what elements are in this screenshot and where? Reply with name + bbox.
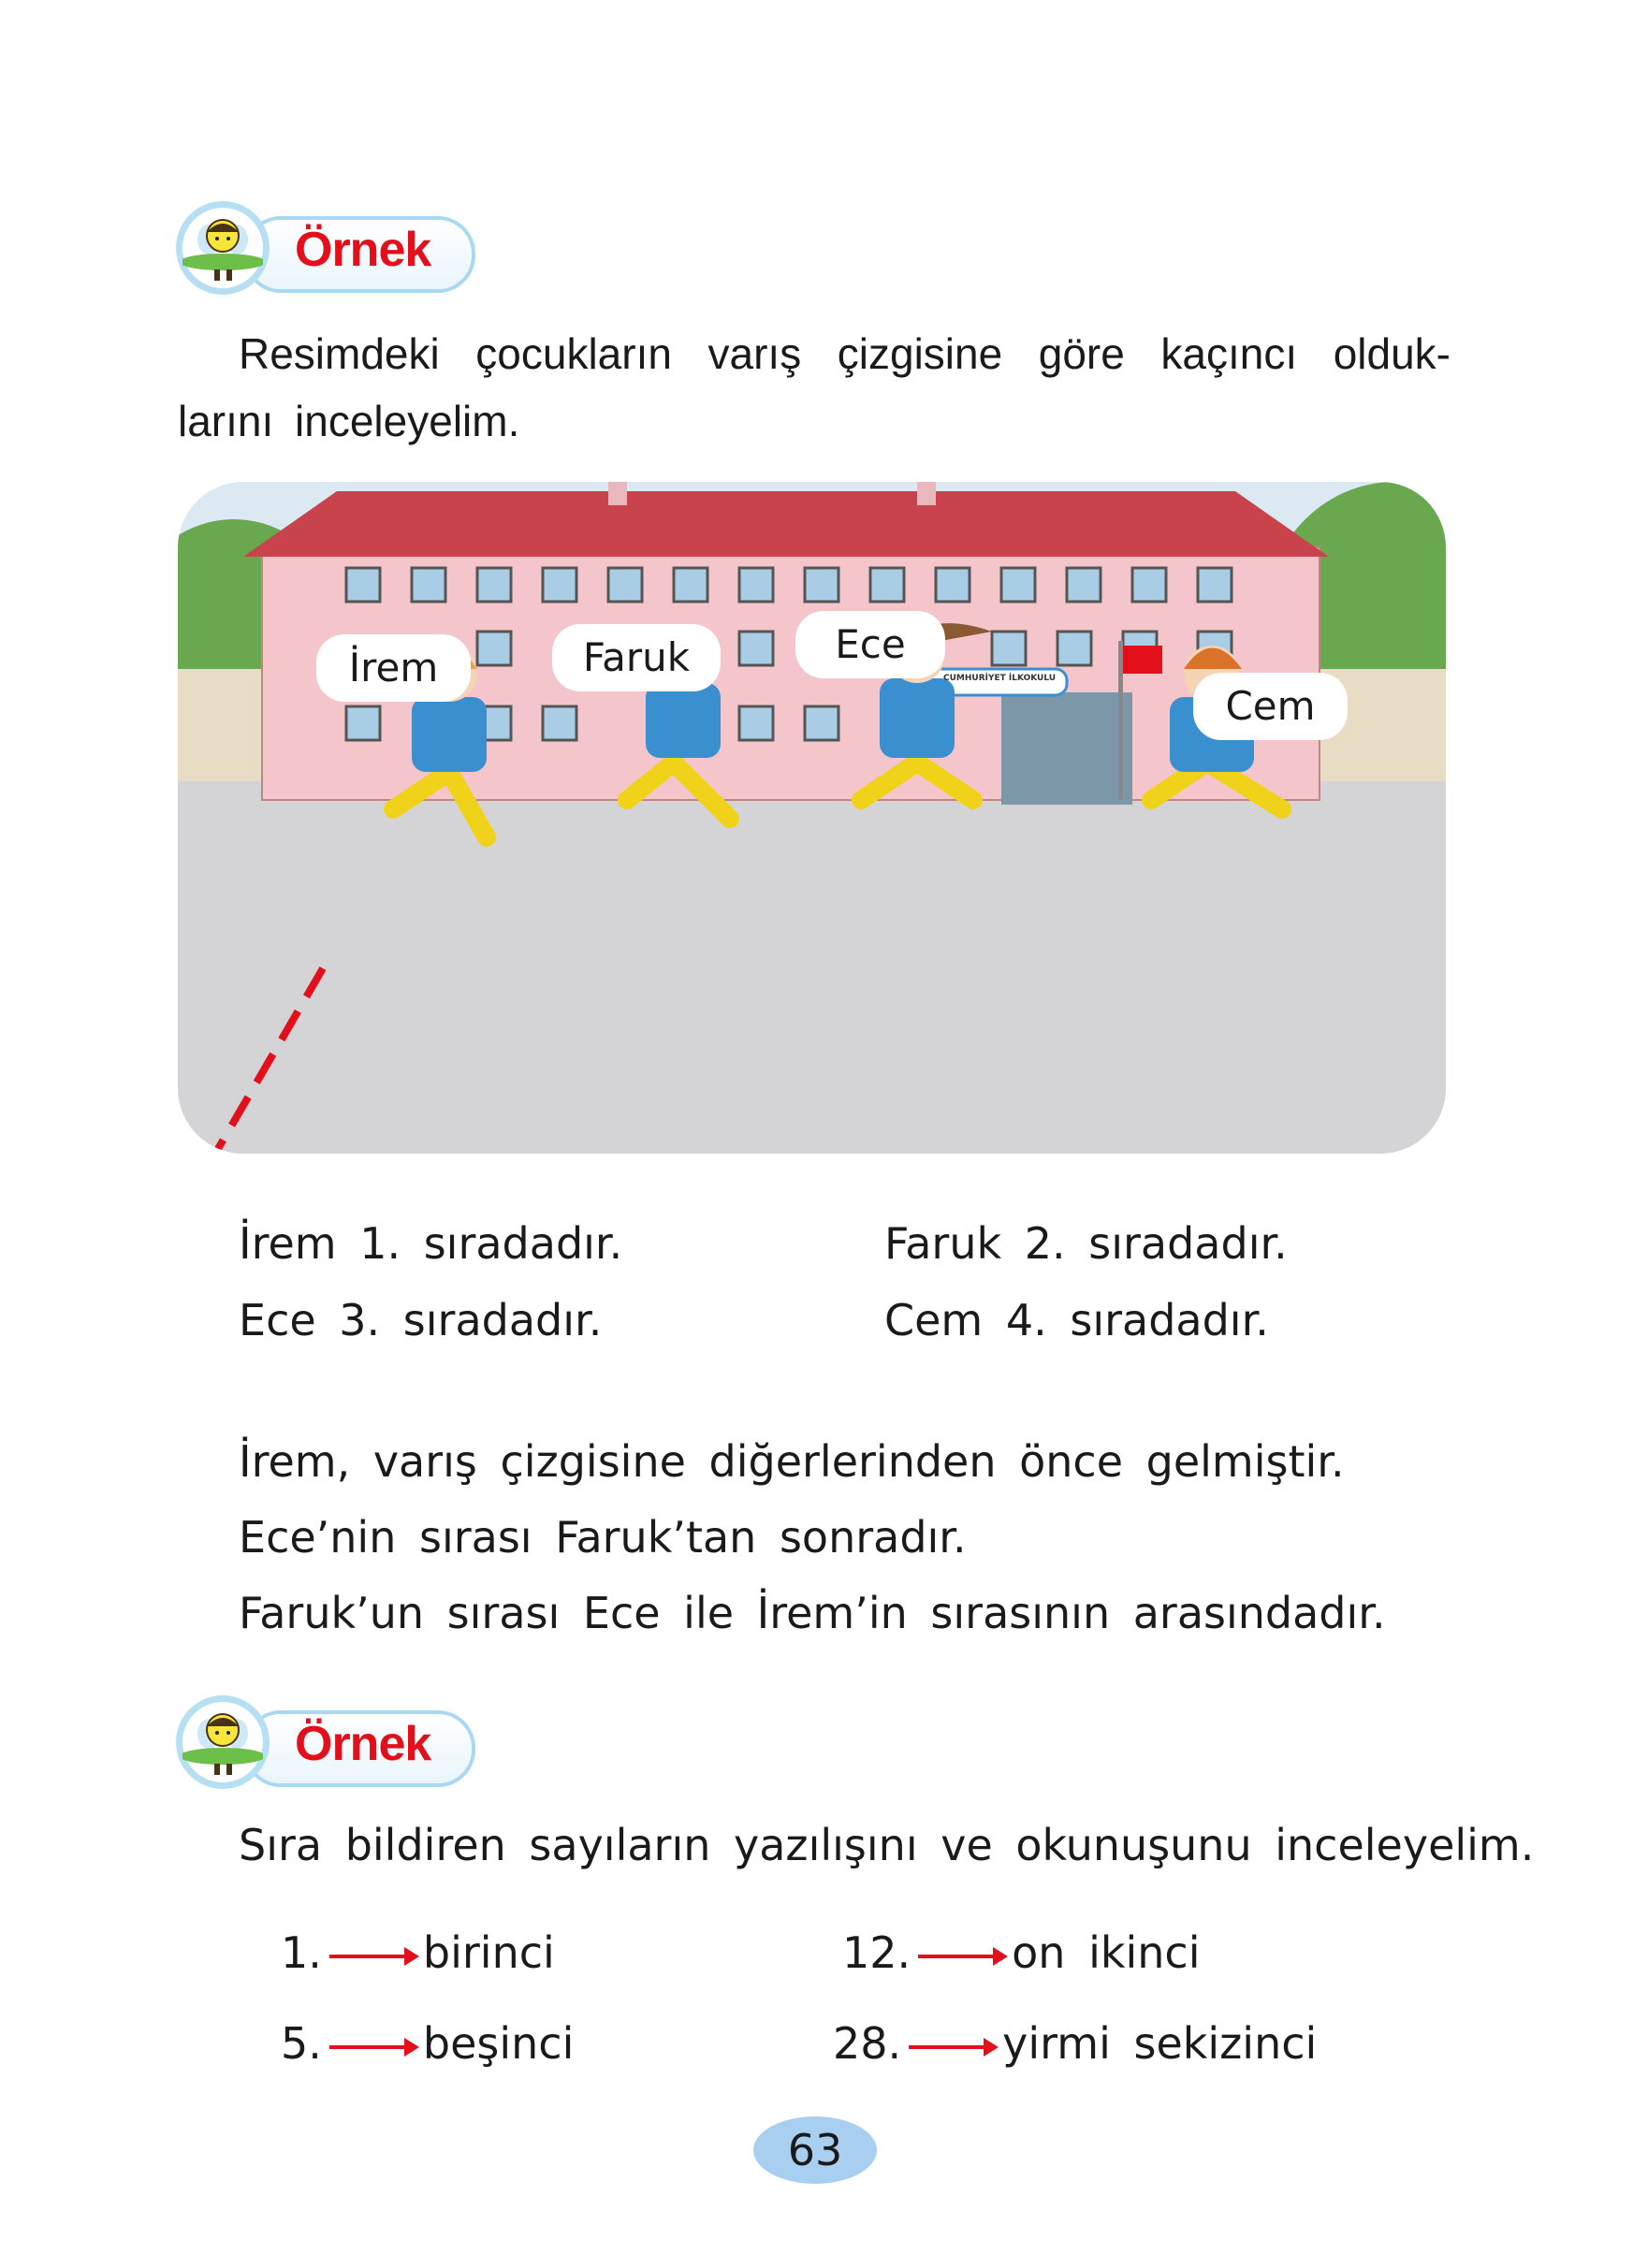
arrow-right-icon: [909, 2045, 995, 2049]
ordinal-row: [281, 2018, 574, 2069]
name-tag: Faruk: [552, 624, 721, 691]
statement: Faruk’un sırası Ece ile İrem’in sırasının arasındadır.: [239, 1588, 1386, 1638]
statement: İrem, varış çizgisine diğerlerinden önce gelmiştir.: [239, 1436, 1345, 1487]
bee-mascot-icon: [176, 1695, 270, 1789]
bee-mascot-icon: [176, 201, 270, 295]
ordinal-number: 1.: [281, 1927, 322, 1978]
ordinal-row: [281, 1927, 555, 1978]
intro-paragraph: [178, 320, 1451, 455]
ordinal-row: [842, 1927, 1201, 1978]
ordinal-reading: on ikinci: [1012, 1927, 1201, 1978]
ordinal-number: 28.: [833, 2018, 902, 2069]
ordinal-number: 5.: [281, 2018, 322, 2069]
example-badge: [159, 1694, 477, 1796]
page-number: 63: [753, 2116, 877, 2184]
ordinal-reading: beşinci: [422, 2018, 575, 2069]
ranking-text: Faruk 2. sıradadır.: [884, 1218, 1288, 1269]
ranking-text: İrem 1. sıradadır.: [239, 1218, 623, 1269]
arrow-right-icon: [329, 2045, 416, 2049]
example2-intro: Sıra bildiren sayıların yazılışını ve okunuşunu inceleyelim.: [239, 1820, 1535, 1870]
badge-label: Örnek: [295, 1717, 431, 1771]
name-tag: Cem: [1193, 673, 1348, 740]
name-tag: İrem: [316, 634, 471, 702]
school-sign: CUMHURİYET İLKOKULU: [943, 674, 1057, 683]
ordinal-reading: yirmi sekizinci: [1002, 2018, 1318, 2069]
arrow-right-icon: [918, 1955, 1004, 1958]
ranking-text: Ece 3. sıradadır.: [239, 1295, 603, 1345]
race-illustration: [178, 482, 1446, 1154]
arrow-right-icon: [329, 1955, 416, 1958]
intro-line: Resimdeki çocukların varış çizgisine göre kaçıncı olduk-: [239, 329, 1451, 378]
ordinal-row: [833, 2018, 1317, 2069]
badge-label: Örnek: [295, 223, 431, 277]
example-badge: [159, 199, 477, 302]
name-tag: Ece: [795, 611, 945, 678]
intro-line: larını inceleyelim.: [178, 397, 520, 445]
ordinal-number: 12.: [842, 1927, 911, 1978]
ordinal-reading: birinci: [422, 1927, 555, 1978]
statement: Ece’nin sırası Faruk’tan sonradır.: [239, 1512, 967, 1563]
ranking-text: Cem 4. sıradadır.: [884, 1295, 1269, 1345]
